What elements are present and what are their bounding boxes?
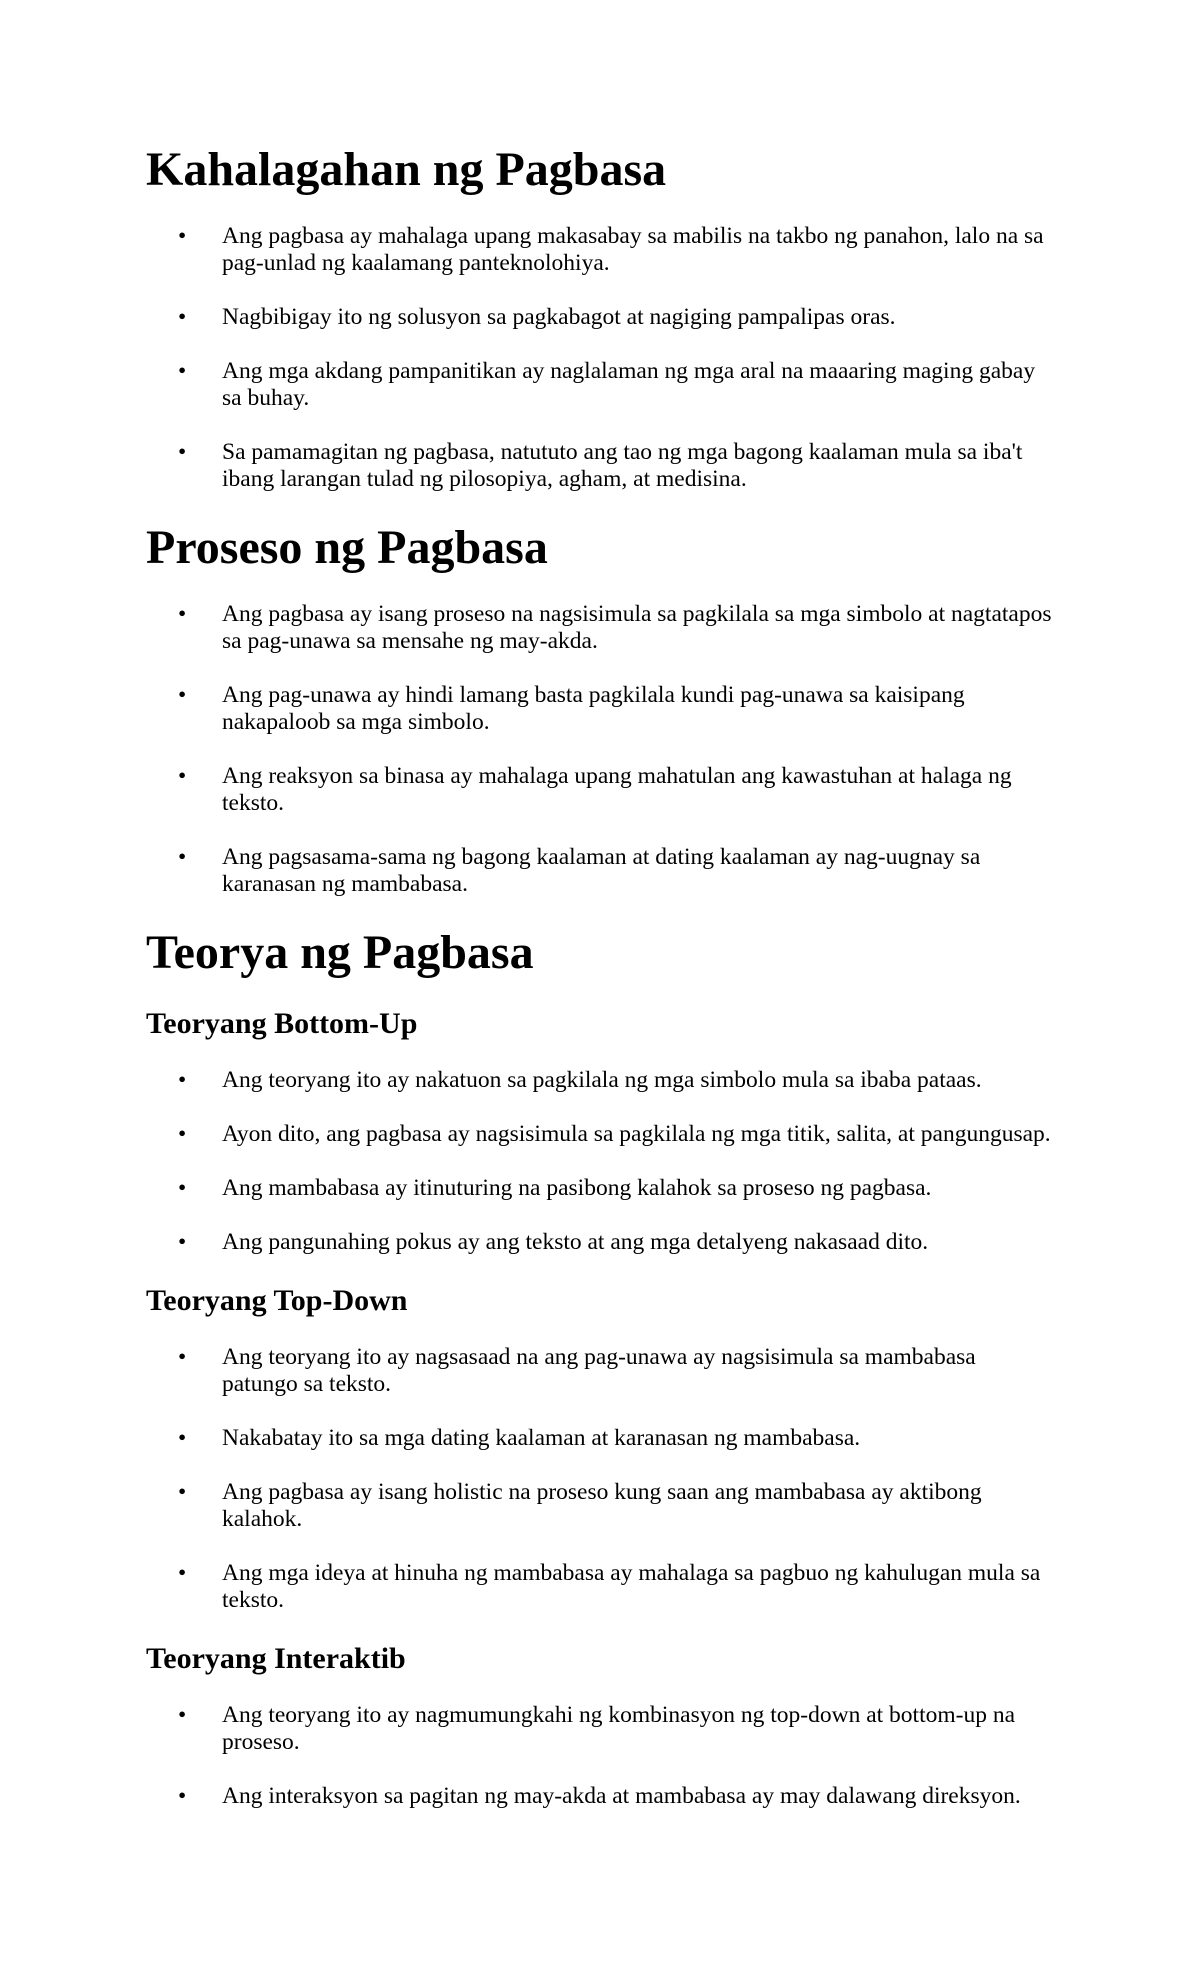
bullet-icon: •	[178, 1425, 187, 1451]
list-item-text: Ang pagsasama-sama ng bagong kaalaman at dating kaalaman ay nag-uugnay sa karanasan ng mambabasa.	[222, 844, 981, 897]
list-item-text: Ang pagbasa ay isang proseso na nagsisimula sa pagkilala sa mga simbolo at nagtatapos sa pag-unawa sa mensahe ng may-akda.	[222, 601, 1052, 654]
bullet-icon: •	[178, 1344, 187, 1370]
list-item-text: Nagbibigay ito ng solusyon sa pagkabagot at nagiging pampalipas oras.	[222, 304, 896, 330]
list-proseso	[146, 601, 1054, 925]
list-item-text: Nakabatay ito sa mga dating kaalaman at karanasan ng mambabasa.	[222, 1425, 861, 1451]
list-item	[178, 682, 1054, 763]
list-item	[178, 358, 1054, 439]
list-item-text: Ayon dito, ang pagbasa ay nagsisimula sa pagkilala ng mga titik, salita, at pangungusap.	[222, 1121, 1051, 1147]
bullet-icon: •	[178, 223, 187, 249]
heading-teorya-ng-pagbasa: Teorya ng Pagbasa	[146, 926, 534, 979]
list-item	[178, 223, 1054, 304]
bullet-icon: •	[178, 844, 187, 870]
bullet-icon: •	[178, 1067, 187, 1093]
heading-kahalagahan-ng-pagbasa: Kahalagahan ng Pagbasa	[146, 143, 667, 196]
list-item-text: Ang mga akdang pampanitikan ay naglalaman ng mga aral na maaaring maging gabay sa buhay.	[222, 358, 1036, 411]
list-item-text: Ang pangunahing pokus ay ang teksto at ang mga detalyeng nakasaad dito.	[222, 1229, 929, 1255]
list-item-text: Ang mambabasa ay itinuturing na pasibong kalahok sa proseso ng pagbasa.	[222, 1175, 932, 1201]
list-teoryang-interaktib	[146, 1702, 1054, 1837]
bullet-icon: •	[178, 601, 187, 627]
list-item-text: Ang mga ideya at hinuha ng mambabasa ay mahalaga sa pagbuo ng kahulugan mula sa teksto.	[222, 1560, 1041, 1613]
heading-proseso-ng-pagbasa: Proseso ng Pagbasa	[146, 521, 548, 574]
list-item	[178, 763, 1054, 844]
list-item	[178, 1783, 1054, 1837]
list-item-text: Ang teoryang ito ay nakatuon sa pagkilala ng mga simbolo mula sa ibaba pataas.	[222, 1067, 982, 1093]
list-item	[178, 1479, 1054, 1560]
subheading-teoryang-interaktib: Teoryang Interaktib	[146, 1642, 406, 1675]
list-item	[178, 1229, 1054, 1283]
bullet-icon: •	[178, 763, 187, 789]
list-item-text: Ang reaksyon sa binasa ay mahalaga upang mahatulan ang kawastuhan at halaga ng teksto.	[222, 763, 1012, 816]
bullet-icon: •	[178, 1783, 187, 1809]
list-item	[178, 844, 1054, 925]
list-item	[178, 439, 1054, 520]
bullet-icon: •	[178, 1560, 187, 1586]
list-item	[178, 1121, 1054, 1175]
list-item	[178, 304, 1054, 358]
subheading-teoryang-bottom-up: Teoryang Bottom-Up	[146, 1007, 418, 1040]
list-item-text: Ang teoryang ito ay nagsasaad na ang pag-unawa ay nagsisimula sa mambabasa patungo sa teksto.	[222, 1344, 976, 1397]
list-item	[178, 1067, 1054, 1121]
list-item	[178, 1175, 1054, 1229]
list-item-text: Ang pagbasa ay mahalaga upang makasabay sa mabilis na takbo ng panahon, lalo na sa pag-unlad ng kaalamang panteknolohiya.	[222, 223, 1044, 276]
list-item-text: Ang interaksyon sa pagitan ng may-akda at mambabasa ay may dalawang direksyon.	[222, 1783, 1021, 1809]
bullet-icon: •	[178, 1229, 187, 1255]
bullet-icon: •	[178, 1175, 187, 1201]
bullet-icon: •	[178, 1121, 187, 1147]
subheading-teoryang-top-down: Teoryang Top-Down	[146, 1284, 408, 1317]
bullet-icon: •	[178, 1479, 187, 1505]
bullet-icon: •	[178, 439, 187, 465]
list-item	[178, 1560, 1054, 1641]
list-teoryang-top-down	[146, 1344, 1054, 1641]
list-item	[178, 1702, 1054, 1783]
list-kahalagahan	[146, 223, 1054, 520]
bullet-icon: •	[178, 682, 187, 708]
list-item-text: Sa pamamagitan ng pagbasa, natututo ang tao ng mga bagong kaalaman mula sa iba't ibang larangan tulad ng pilosopiya, agham, at medisina.	[222, 439, 1023, 492]
list-item	[178, 1344, 1054, 1425]
bullet-icon: •	[178, 358, 187, 384]
list-teoryang-bottom-up	[146, 1067, 1054, 1283]
list-item	[178, 1425, 1054, 1479]
list-item-text: Ang pagbasa ay isang holistic na proseso kung saan ang mambabasa ay aktibong kalahok.	[222, 1479, 982, 1532]
bullet-icon: •	[178, 1702, 187, 1728]
list-item-text: Ang pag-unawa ay hindi lamang basta pagkilala kundi pag-unawa sa kaisipang nakapaloob sa mga simbolo.	[222, 682, 965, 735]
list-item	[178, 601, 1054, 682]
list-item-text: Ang teoryang ito ay nagmumungkahi ng kombinasyon ng top-down at bottom-up na proseso.	[222, 1702, 1016, 1755]
bullet-icon: •	[178, 304, 187, 330]
